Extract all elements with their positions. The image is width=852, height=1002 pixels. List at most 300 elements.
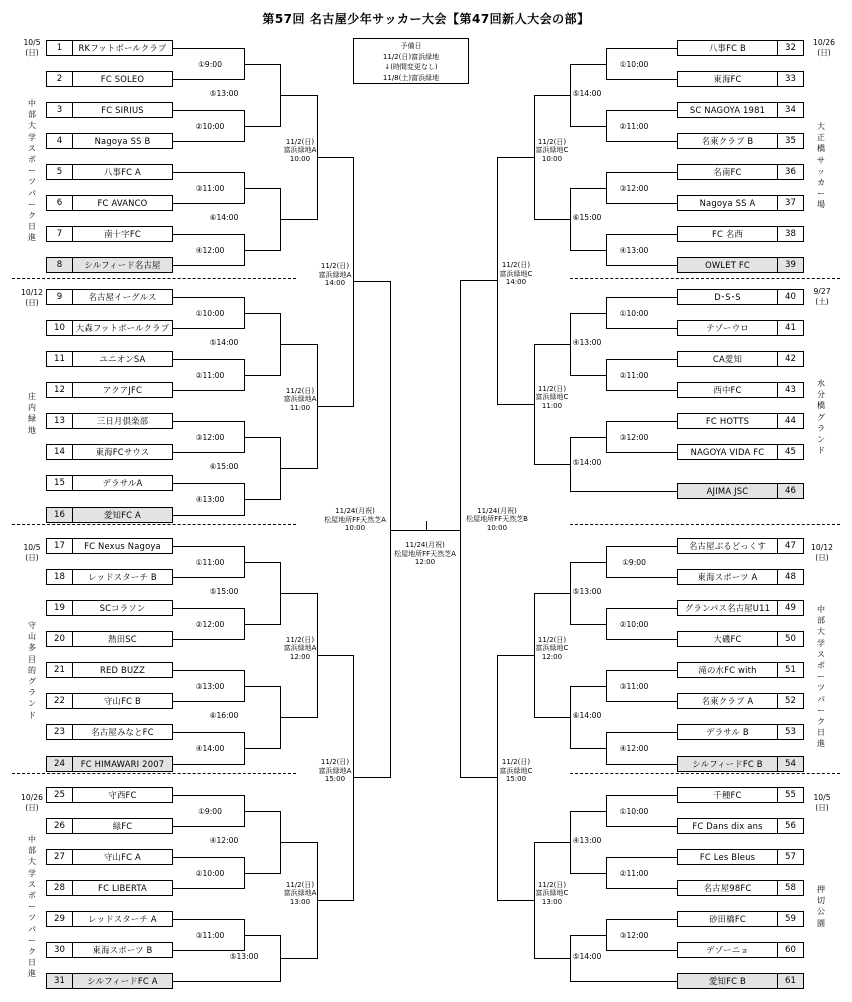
round-label-line: 11:00 [541, 401, 563, 410]
match-time-label: ④13:00 [572, 337, 602, 347]
bracket-line [173, 857, 245, 858]
round-label [536, 385, 569, 411]
team-number: 12 [47, 383, 73, 397]
match-time-label: ②12:00 [195, 619, 225, 629]
bracket-line [280, 958, 318, 959]
team-number: 28 [47, 881, 73, 895]
match-time-label: ⑤14:00 [572, 951, 602, 961]
team-number: 54 [777, 757, 803, 771]
match-time-label: ⑤15:00 [209, 586, 239, 596]
round-label-line: 富浜緑地A [283, 889, 317, 898]
team-name: FC HIMAWARI 2007 [80, 759, 165, 769]
team-number: 55 [777, 788, 803, 802]
team-name: FC SOLEO [100, 74, 145, 84]
bracket-line [244, 375, 281, 376]
team-name: 守西FC [108, 790, 137, 800]
bracket-line [570, 64, 607, 65]
team-name: デラサルA [102, 478, 143, 488]
bracket-line [606, 608, 678, 609]
bracket-line [173, 639, 245, 640]
bracket-line [244, 313, 281, 314]
team-number: 27 [47, 850, 73, 864]
match-time-label: ④13:00 [195, 495, 225, 504]
round-label-line: 11:00 [289, 403, 311, 412]
team-box [677, 973, 804, 989]
bracket-line [497, 900, 535, 901]
bracket-line [606, 826, 678, 827]
team-box [46, 320, 173, 336]
team-number: 35 [777, 134, 803, 148]
match-time-label: ③12:00 [195, 432, 225, 442]
team-box [46, 507, 173, 523]
match-time-label: ①10:00 [195, 308, 225, 318]
match-time-label: ②11:00 [619, 370, 649, 380]
bracket-line [173, 795, 245, 796]
bracket-line [606, 639, 678, 640]
bracket-line [280, 842, 318, 843]
match-time-label: ②10:00 [619, 619, 649, 629]
team-name: ユニオンSA [99, 354, 146, 364]
round-label-line: 松屋地所FF天然芝A [324, 515, 386, 524]
bracket-line [173, 764, 245, 765]
team-number: 9 [47, 290, 73, 304]
team-box [46, 818, 173, 834]
team-box [677, 849, 804, 865]
bracket-line [534, 344, 571, 345]
team-box [677, 40, 804, 56]
team-box [46, 911, 173, 927]
bracket-line [570, 375, 607, 376]
round-label-line: 11/2(日) [320, 758, 350, 767]
round-label-line: 10:00 [541, 154, 563, 163]
match-time-label: ④13:00 [619, 245, 649, 255]
team-box [46, 444, 173, 460]
team-name: 砂田橋FC [709, 914, 746, 924]
team-box [677, 289, 804, 305]
bracket-line [570, 624, 607, 625]
team-number: 2 [47, 72, 73, 86]
team-name: SC NAGOYA 1981 [689, 105, 766, 115]
team-name: 東海FCサウス [95, 447, 150, 457]
team-name: レッドスターチ A [88, 914, 157, 924]
bracket-line [173, 483, 245, 484]
team-name: Nagoya SS A [699, 198, 756, 208]
bracket-line [570, 981, 678, 982]
team-box [677, 538, 804, 554]
match-time-label: ⑤14:00 [572, 88, 602, 98]
team-box [677, 320, 804, 336]
team-name: デラサル B [706, 727, 749, 737]
bracket-line [570, 935, 607, 936]
team-box [46, 849, 173, 865]
bracket-line [173, 390, 245, 391]
round-label-line: 11/2(日) [285, 880, 315, 889]
team-name: 名古屋イーグルス [88, 292, 157, 302]
bracket-line [173, 608, 245, 609]
round-label-line: 12:00 [541, 652, 563, 661]
round-label-line: 富浜緑地A [283, 395, 317, 404]
team-name: 大磯FC [713, 634, 742, 644]
match-time-label: ④13:00 [572, 835, 602, 845]
match-time-label: ⑤13:00 [572, 586, 602, 596]
bracket-line [244, 686, 281, 687]
team-box [677, 942, 804, 958]
team-number: 10 [47, 321, 73, 335]
round-label-line: 松屋地所FF天然芝B [466, 515, 528, 524]
team-box [46, 40, 173, 56]
venue-name: 水分橋グランド [817, 379, 825, 456]
date-day: (日) [25, 47, 39, 57]
team-number: 40 [777, 290, 803, 304]
bracket-line [570, 491, 678, 492]
match-time-label: ④12:00 [619, 744, 649, 753]
team-number: 13 [47, 414, 73, 428]
venue-name: 中部大学スポーツパーク日進 [28, 835, 36, 979]
team-name: 守山FC A [103, 852, 141, 862]
notice-label: 予備日 [400, 42, 422, 50]
team-number: 33 [777, 72, 803, 86]
bracket-line [173, 888, 245, 889]
round-label-line: 松屋地所FF天然芝A [394, 549, 456, 558]
team-name: 八事FC B [708, 43, 747, 53]
bracket-line [606, 172, 678, 173]
team-box [46, 880, 173, 896]
bracket-line [280, 95, 318, 96]
match-time-label: ⑥14:00 [209, 212, 239, 222]
team-name: 熱田SC [108, 634, 137, 644]
match-time-label: ①10:00 [619, 308, 649, 318]
round-label-line: 富浜緑地C [499, 269, 533, 278]
team-number: 37 [777, 196, 803, 210]
round-label [319, 758, 352, 784]
team-name: FC LIBERTA [98, 883, 147, 893]
section-divider [570, 524, 840, 525]
bracket-line [317, 900, 354, 901]
venue-name: 守山多目的グランド [28, 621, 36, 720]
bracket-line [244, 64, 281, 65]
notice-line: ↓(時間変更なし) [384, 63, 438, 71]
team-number: 16 [47, 508, 73, 522]
bracket-line [244, 126, 281, 127]
team-box [46, 631, 173, 647]
bracket-line [353, 281, 391, 282]
match-time-label: ①9:00 [198, 59, 222, 69]
bracket-line [317, 655, 354, 656]
match-time-label: ③12:00 [619, 183, 649, 193]
bracket-line [606, 265, 678, 266]
bracket-line [606, 297, 678, 298]
date-text: 9/27 [813, 287, 831, 296]
bracket-line [353, 777, 391, 778]
round-label-line: 富浜緑地C [535, 146, 569, 155]
bracket-line [606, 732, 678, 733]
match-time-label: ②11:00 [619, 121, 649, 131]
bracket-line [173, 701, 245, 702]
date-day: (日) [817, 47, 831, 57]
team-number: 56 [777, 819, 803, 833]
team-box [46, 600, 173, 616]
round-label [536, 138, 569, 164]
team-number: 7 [47, 227, 73, 241]
date-text: 10/5 [813, 793, 831, 802]
round-label [466, 507, 528, 533]
team-number: 60 [777, 943, 803, 957]
bracket-line [173, 110, 245, 111]
round-label-line: 富浜緑地C [535, 393, 569, 402]
team-number: 47 [777, 539, 803, 553]
team-name: 名東クラブ A [701, 696, 754, 706]
team-number: 36 [777, 165, 803, 179]
team-box [677, 102, 804, 118]
team-name: シルフィード名古屋 [84, 260, 161, 270]
round-label-line: 11/2(日) [501, 261, 531, 270]
team-box [677, 631, 804, 647]
round-label [536, 881, 569, 907]
team-number: 43 [777, 383, 803, 397]
bracket-line [570, 188, 607, 189]
team-name: FC HOTTS [705, 416, 750, 426]
team-name: 緑FC [112, 821, 133, 831]
team-number: 21 [47, 663, 73, 677]
bracket-line [173, 141, 245, 142]
bracket-line [426, 530, 461, 531]
bracket-line [534, 958, 571, 959]
team-name: 名南FC [713, 167, 742, 177]
bracket-line [173, 421, 245, 422]
bracket-line [244, 873, 281, 874]
notice-line: 11/2(日)富浜緑地 [382, 52, 440, 61]
reserve-day-notice [353, 38, 469, 84]
team-number: 22 [47, 694, 73, 708]
team-number: 14 [47, 445, 73, 459]
team-name: 八事FC A [103, 167, 141, 177]
round-label-line: 11/2(日) [501, 758, 531, 767]
bracket-line [570, 562, 607, 563]
section-divider [12, 524, 296, 525]
date-day: (日) [815, 552, 829, 562]
team-name: 西中FC [713, 385, 742, 395]
team-name: グランパス名古屋U11 [684, 603, 771, 613]
match-time-label: ⑤13:00 [209, 88, 239, 98]
team-box [46, 133, 173, 149]
bracket-line [606, 857, 678, 858]
team-box [46, 195, 173, 211]
bracket-line [173, 328, 245, 329]
match-time-label: ③12:00 [619, 930, 649, 940]
bracket-line [173, 981, 281, 982]
date-text: 10/12 [811, 543, 833, 552]
match-time-label: ⑤14:00 [209, 337, 239, 347]
bracket-line [606, 764, 678, 765]
team-number: 59 [777, 912, 803, 926]
bracket-line [173, 234, 245, 235]
bracket-line [173, 515, 245, 516]
round-label [284, 138, 317, 164]
section-date [18, 793, 46, 812]
bracket-line [244, 499, 281, 500]
bracket-line [244, 624, 281, 625]
team-name: RED BUZZ [99, 665, 146, 675]
bracket-line [173, 732, 245, 733]
round-label-line: 15:00 [505, 775, 527, 784]
team-name: FC Dans dix ans [692, 821, 763, 831]
match-time-label: ①9:00 [198, 806, 222, 816]
bracket-line [534, 717, 571, 718]
team-box [46, 475, 173, 491]
team-number: 38 [777, 227, 803, 241]
team-name: 名古屋ぶるどっくす [688, 541, 766, 551]
team-name: 東海スポーツ B [92, 945, 153, 955]
bracket-line [460, 280, 498, 281]
round-label-line: 富浜緑地C [499, 766, 533, 775]
team-number: 3 [47, 103, 73, 117]
notice-line: 11/8(土)富浜緑地 [382, 73, 440, 82]
section-date [808, 793, 836, 812]
bracket-line [606, 141, 678, 142]
team-name: シルフィードFC A [87, 976, 158, 986]
section-date [810, 38, 838, 57]
round-label-line: 14:00 [324, 279, 346, 288]
round-label-line: 11/24(月祝) [405, 541, 445, 550]
bracket-line [570, 437, 607, 438]
venue-name: 中部大学スポーツパーク日進 [28, 99, 36, 243]
date-text: 10/5 [23, 543, 41, 552]
bracket-line [173, 203, 245, 204]
round-label [284, 636, 317, 662]
round-label-line: 11/2(日) [285, 137, 315, 146]
team-number: 61 [777, 974, 803, 988]
team-box [46, 662, 173, 678]
team-box [46, 226, 173, 242]
team-box [677, 164, 804, 180]
match-time-label: ①10:00 [619, 806, 649, 816]
team-name: FC Les Bleus [699, 852, 756, 862]
round-label-line: 11/2(日) [285, 386, 315, 395]
bracket-line [534, 95, 571, 96]
team-box [46, 693, 173, 709]
team-number: 34 [777, 103, 803, 117]
team-name: 愛知FC B [708, 976, 747, 986]
match-time-label: ④12:00 [209, 835, 239, 845]
team-name: 名東クラブ B [701, 136, 754, 146]
bracket-line [173, 297, 245, 298]
team-box [46, 257, 173, 273]
bracket-line [606, 421, 678, 422]
round-label-line: 富浜緑地A [318, 270, 352, 279]
match-time-label: ③11:00 [195, 183, 225, 193]
team-name: AJIMA JSC [706, 486, 749, 496]
team-box [677, 911, 804, 927]
venue-name: 大正橋サッカー場 [817, 122, 825, 210]
bracket-line [173, 670, 245, 671]
team-name: D･S･S [714, 292, 741, 302]
bracket-line [280, 593, 318, 594]
round-label [324, 507, 386, 533]
bracket-line [244, 250, 281, 251]
team-box [46, 756, 173, 772]
round-label [500, 758, 533, 784]
team-name: CA愛知 [712, 354, 743, 364]
team-box [677, 880, 804, 896]
team-box [46, 787, 173, 803]
team-name: 東海スポーツ A [697, 572, 758, 582]
team-number: 46 [777, 484, 803, 498]
team-number: 58 [777, 881, 803, 895]
team-number: 17 [47, 539, 73, 553]
bracket-line [173, 577, 245, 578]
team-number: 5 [47, 165, 73, 179]
team-name: RKフットボールクラブ [78, 43, 167, 53]
section-divider [12, 278, 296, 279]
bracket-line [244, 748, 281, 749]
team-number: 44 [777, 414, 803, 428]
venue-name: 庄内緑地 [28, 392, 36, 435]
bracket-line [390, 530, 427, 531]
team-number: 32 [777, 41, 803, 55]
match-time-label: ①9:00 [622, 557, 646, 567]
bracket-line [570, 686, 607, 687]
date-text: 10/26 [813, 38, 835, 47]
bracket-line [606, 546, 678, 547]
team-box [46, 942, 173, 958]
section-date [808, 543, 836, 562]
bracket-line [534, 219, 571, 220]
section-date [18, 288, 46, 307]
team-box [677, 257, 804, 273]
date-day: (日) [25, 552, 39, 562]
match-time-label: ②11:00 [619, 868, 649, 878]
round-label-line: 11/24(月祝) [335, 507, 375, 516]
bracket-line [606, 670, 678, 671]
round-label-line: 11/2(日) [537, 880, 567, 889]
bracket-line [570, 313, 607, 314]
team-box [677, 226, 804, 242]
team-box [677, 662, 804, 678]
team-name: 大森フットボールクラブ [75, 323, 170, 333]
date-text: 10/26 [21, 793, 43, 802]
team-box [677, 756, 804, 772]
team-box [677, 569, 804, 585]
team-number: 53 [777, 725, 803, 739]
bracket-line [606, 328, 678, 329]
team-box [677, 133, 804, 149]
date-day: (土) [815, 296, 829, 306]
bracket-line [173, 826, 245, 827]
match-time-label: ⑥14:00 [572, 710, 602, 720]
team-number: 19 [47, 601, 73, 615]
team-box [677, 600, 804, 616]
team-number: 52 [777, 694, 803, 708]
bracket-line [606, 110, 678, 111]
venue-name: 押切公園 [817, 885, 825, 928]
bracket-line [534, 842, 571, 843]
team-name: テゾーウロ [706, 323, 749, 333]
team-number: 23 [47, 725, 73, 739]
match-time-label: ③13:00 [195, 681, 225, 691]
team-name: FC AVANCO [97, 198, 148, 208]
bracket-line [497, 404, 535, 405]
bracket-line [173, 546, 245, 547]
team-box [46, 289, 173, 305]
team-name: 名古屋98FC [703, 883, 752, 893]
section-date [18, 38, 46, 57]
team-name: SCコラソン [99, 603, 146, 613]
round-label-line: 富浜緑地C [535, 644, 569, 653]
bracket-line [173, 359, 245, 360]
bracket-line [280, 219, 318, 220]
team-box [46, 538, 173, 554]
team-number: 25 [47, 788, 73, 802]
